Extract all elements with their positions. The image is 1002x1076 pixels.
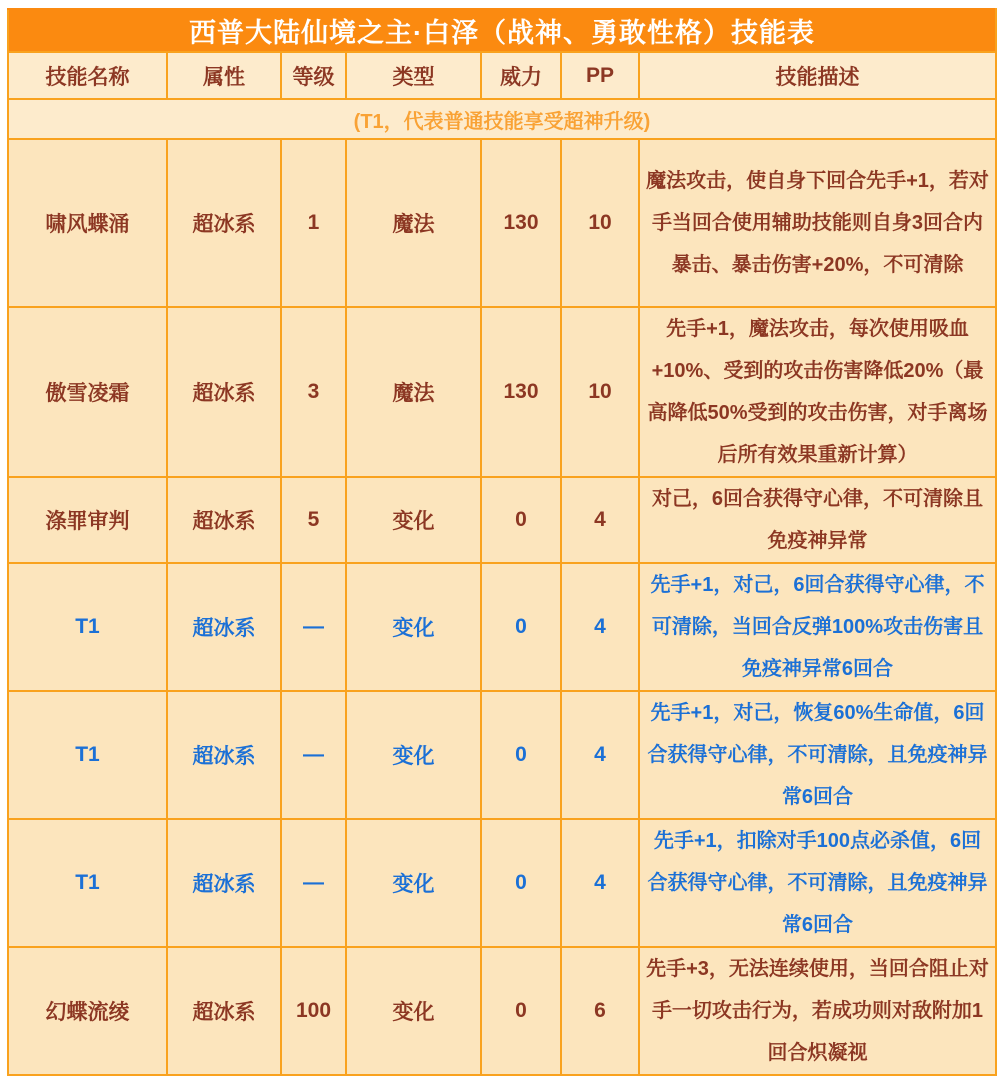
power-cell: 0	[481, 691, 561, 819]
table-note: (T1，代表普通技能享受超神升级)	[8, 99, 996, 139]
power-cell: 0	[481, 947, 561, 1075]
attribute-cell: 超冰系	[167, 947, 281, 1075]
table-row	[8, 477, 996, 563]
pp-cell: 6	[561, 947, 639, 1075]
type-cell: 魔法	[346, 139, 481, 307]
level-cell: —	[281, 819, 346, 947]
skill-name-cell: T1	[8, 691, 167, 819]
column-header-level: 等级	[281, 52, 346, 99]
header-row	[8, 52, 996, 99]
description-cell: 先手+1，魔法攻击，每次使用吸血+10%、受到的攻击伤害降低20%（最高降低50%受到的攻击伤害，对手离场后所有效果重新计算）	[639, 307, 996, 477]
pp-cell: 4	[561, 477, 639, 563]
column-header-description: 技能描述	[639, 52, 996, 99]
attribute-cell: 超冰系	[167, 307, 281, 477]
table-row	[8, 947, 996, 1075]
skill-name-cell: 涤罪审判	[8, 477, 167, 563]
column-header-skill-name: 技能名称	[8, 52, 167, 99]
attribute-cell: 超冰系	[167, 477, 281, 563]
skill-name-cell: T1	[8, 563, 167, 691]
level-cell: 1	[281, 139, 346, 307]
power-cell: 0	[481, 563, 561, 691]
table-row	[8, 139, 996, 307]
attribute-cell: 超冰系	[167, 563, 281, 691]
power-cell: 0	[481, 477, 561, 563]
table-row	[8, 691, 996, 819]
table-row	[8, 563, 996, 691]
power-cell: 0	[481, 819, 561, 947]
power-cell: 130	[481, 307, 561, 477]
table-title: 西普大陆仙境之主·白泽（战神、勇敢性格）技能表	[8, 9, 996, 52]
type-cell: 变化	[346, 947, 481, 1075]
pp-cell: 4	[561, 819, 639, 947]
power-cell: 130	[481, 139, 561, 307]
skill-name-cell: T1	[8, 819, 167, 947]
level-cell: 3	[281, 307, 346, 477]
pp-cell: 4	[561, 691, 639, 819]
pp-cell: 10	[561, 139, 639, 307]
note-row	[8, 99, 996, 139]
skill-name-cell: 幻蝶流绫	[8, 947, 167, 1075]
description-cell: 先手+1，扣除对手100点必杀值，6回合获得守心律，不可清除，且免疫神异常6回合	[639, 819, 996, 947]
type-cell: 变化	[346, 477, 481, 563]
type-cell: 变化	[346, 563, 481, 691]
level-cell: 100	[281, 947, 346, 1075]
table-row	[8, 307, 996, 477]
type-cell: 变化	[346, 691, 481, 819]
description-cell: 对己，6回合获得守心律，不可清除且免疫神异常	[639, 477, 996, 563]
pp-cell: 4	[561, 563, 639, 691]
column-header-attribute: 属性	[167, 52, 281, 99]
table-row	[8, 819, 996, 947]
title-row	[8, 9, 996, 52]
description-cell: 先手+1，对己，6回合获得守心律，不可清除，当回合反弹100%攻击伤害且免疫神异常6回合	[639, 563, 996, 691]
description-cell: 魔法攻击，使自身下回合先手+1，若对手当回合使用辅助技能则自身3回合内暴击、暴击伤害+20%，不可清除	[639, 139, 996, 307]
skill-name-cell: 啸风蝶涌	[8, 139, 167, 307]
column-header-pp: PP	[561, 52, 639, 99]
description-cell: 先手+1，对己，恢复60%生命值，6回合获得守心律，不可清除，且免疫神异常6回合	[639, 691, 996, 819]
attribute-cell: 超冰系	[167, 691, 281, 819]
skill-name-cell: 傲雪凌霜	[8, 307, 167, 477]
type-cell: 魔法	[346, 307, 481, 477]
attribute-cell: 超冰系	[167, 139, 281, 307]
level-cell: 5	[281, 477, 346, 563]
level-cell: —	[281, 691, 346, 819]
skill-table	[7, 8, 997, 1076]
type-cell: 变化	[346, 819, 481, 947]
pp-cell: 10	[561, 307, 639, 477]
column-header-type: 类型	[346, 52, 481, 99]
level-cell: —	[281, 563, 346, 691]
description-cell: 先手+3，无法连续使用，当回合阻止对手一切攻击行为，若成功则对敌附加1回合炽凝视	[639, 947, 996, 1075]
column-header-power: 威力	[481, 52, 561, 99]
attribute-cell: 超冰系	[167, 819, 281, 947]
